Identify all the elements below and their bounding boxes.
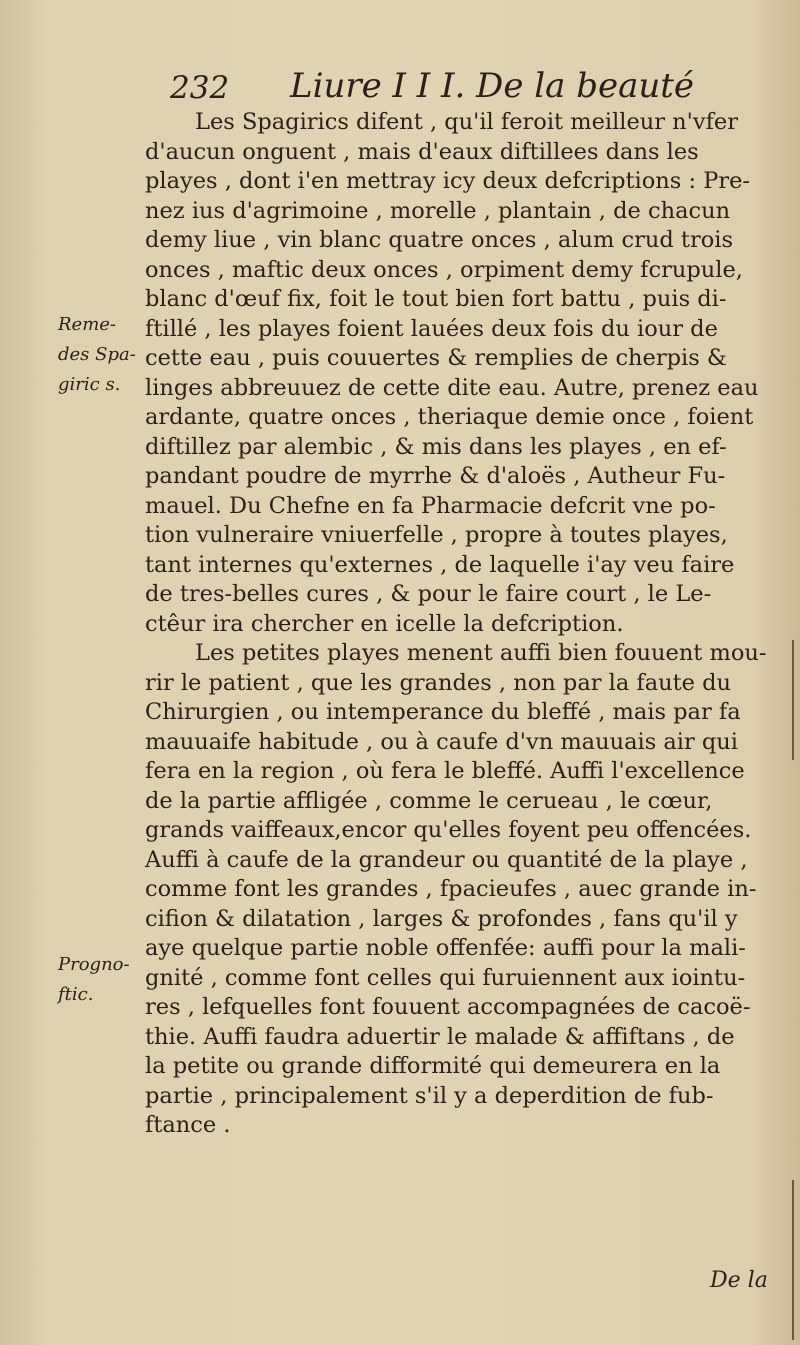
page-number: 232: [170, 70, 230, 106]
paragraphs: [145, 108, 785, 1141]
text-line: cifion & dilatation , larges & profondes , fans qu'il y: [145, 905, 738, 932]
text-line: partie , principalement s'il y a deperdition de fub-: [145, 1082, 714, 1109]
text-line: diftillez par alembic , & mis dans les playes , en ef-: [145, 433, 727, 460]
text-line: cette eau , puis couuertes & remplies de cherpis &: [145, 345, 727, 371]
text-line: de tres-belles cures , & pour le faire court , le Le-: [145, 581, 712, 607]
margin-note-line: Progno-: [58, 954, 130, 975]
text-line: de la partie affligée , comme le cerueau , le cœur,: [145, 787, 713, 814]
text-line: ctêur ira chercher en icelle la defcription.: [145, 610, 624, 637]
paragraph: [145, 108, 785, 639]
text-line: pandant poudre de myrrhe & d'aloës , Autheur Fu-: [145, 463, 726, 489]
margin-note-line: giric s.: [58, 374, 121, 395]
text-line: grands vaiffeaux,encor qu'elles foyent peu offencées.: [145, 817, 752, 843]
text-line: thie. Auffi faudra aduertir le malade & affiftans , de: [145, 1023, 735, 1050]
margin-note-prognostic: [58, 950, 153, 1010]
page-edge-shadow: [792, 640, 794, 760]
text-line: Chirurgien , ou intemperance du bleffé , mais par fa: [145, 699, 741, 725]
text-line: linges abbreuuez de cette dite eau. Autre, prenez eau: [145, 374, 759, 401]
text-line: blanc d'œuf fix, foit le tout bien fort battu , puis di-: [145, 286, 727, 312]
text-line: nez ius d'agrimoine , morelle , plantain , de chacun: [145, 197, 731, 224]
text-line: mauuaife habitude , ou à caufe d'vn mauuais air qui: [145, 728, 738, 755]
text-line: onces , maftic deux onces , orpiment demy fcrupule,: [145, 256, 743, 283]
text-line: tant internes qu'externes , de laquelle i'ay veu faire: [145, 551, 735, 578]
page-edge-shadow: [792, 1180, 794, 1340]
running-title: Liure I I I. De la beauté: [290, 66, 695, 106]
text-line: d'aucun onguent , mais d'eaux diftillees dans les: [145, 138, 699, 165]
margin-note-remedes: [58, 310, 153, 400]
text-line: gnité , comme font celles qui furuiennent aux iointu-: [145, 964, 746, 991]
margin-note-line: des Spa-: [58, 344, 136, 365]
text-line: comme font les grandes , fpacieufes , auec grande in-: [145, 876, 757, 902]
text-line: mauel. Du Chefne en fa Pharmacie defcrit vne po-: [145, 492, 716, 519]
text-line: ardante, quatre onces , theriaque demie once , foient: [145, 404, 754, 430]
text-line: Auffi à caufe de la grandeur ou quantité de la playe ,: [145, 846, 748, 873]
text-line: playes , dont i'en mettray icy deux defcriptions : Pre-: [145, 168, 751, 194]
margin-note-line: Reme-: [58, 314, 117, 335]
text-line: la petite ou grande difformité qui demeurera en la: [145, 1053, 721, 1079]
text-line: ftillé , les playes foient lauées deux fois du iour de: [145, 315, 718, 342]
text-line: aye quelque partie noble offenfée: auffi pour la mali-: [145, 935, 746, 961]
text-line: ftance .: [145, 1112, 231, 1138]
text-line: demy liue , vin blanc quatre onces , alum crud trois: [145, 227, 733, 253]
text-line: res , lefquelles font fouuent accompagnées de cacoë-: [145, 994, 751, 1020]
text-line: Les petites playes menent auffi bien fouuent mou-: [195, 640, 767, 666]
margin-note-line: ftic.: [58, 984, 94, 1005]
body-text: [145, 108, 785, 1141]
text-line: rir le patient , que les grandes , non par la faute du: [145, 669, 732, 696]
catchword: De la: [710, 1268, 768, 1293]
text-line: tion vulneraire vniuerfelle , propre à toutes playes,: [145, 522, 728, 548]
text-line: fera en la region , où fera le bleffé. Auffi l'excellence: [145, 758, 745, 784]
text-line: Les Spagirics difent , qu'il feroit meilleur n'vfer: [195, 109, 738, 135]
paragraph: [145, 639, 785, 1141]
